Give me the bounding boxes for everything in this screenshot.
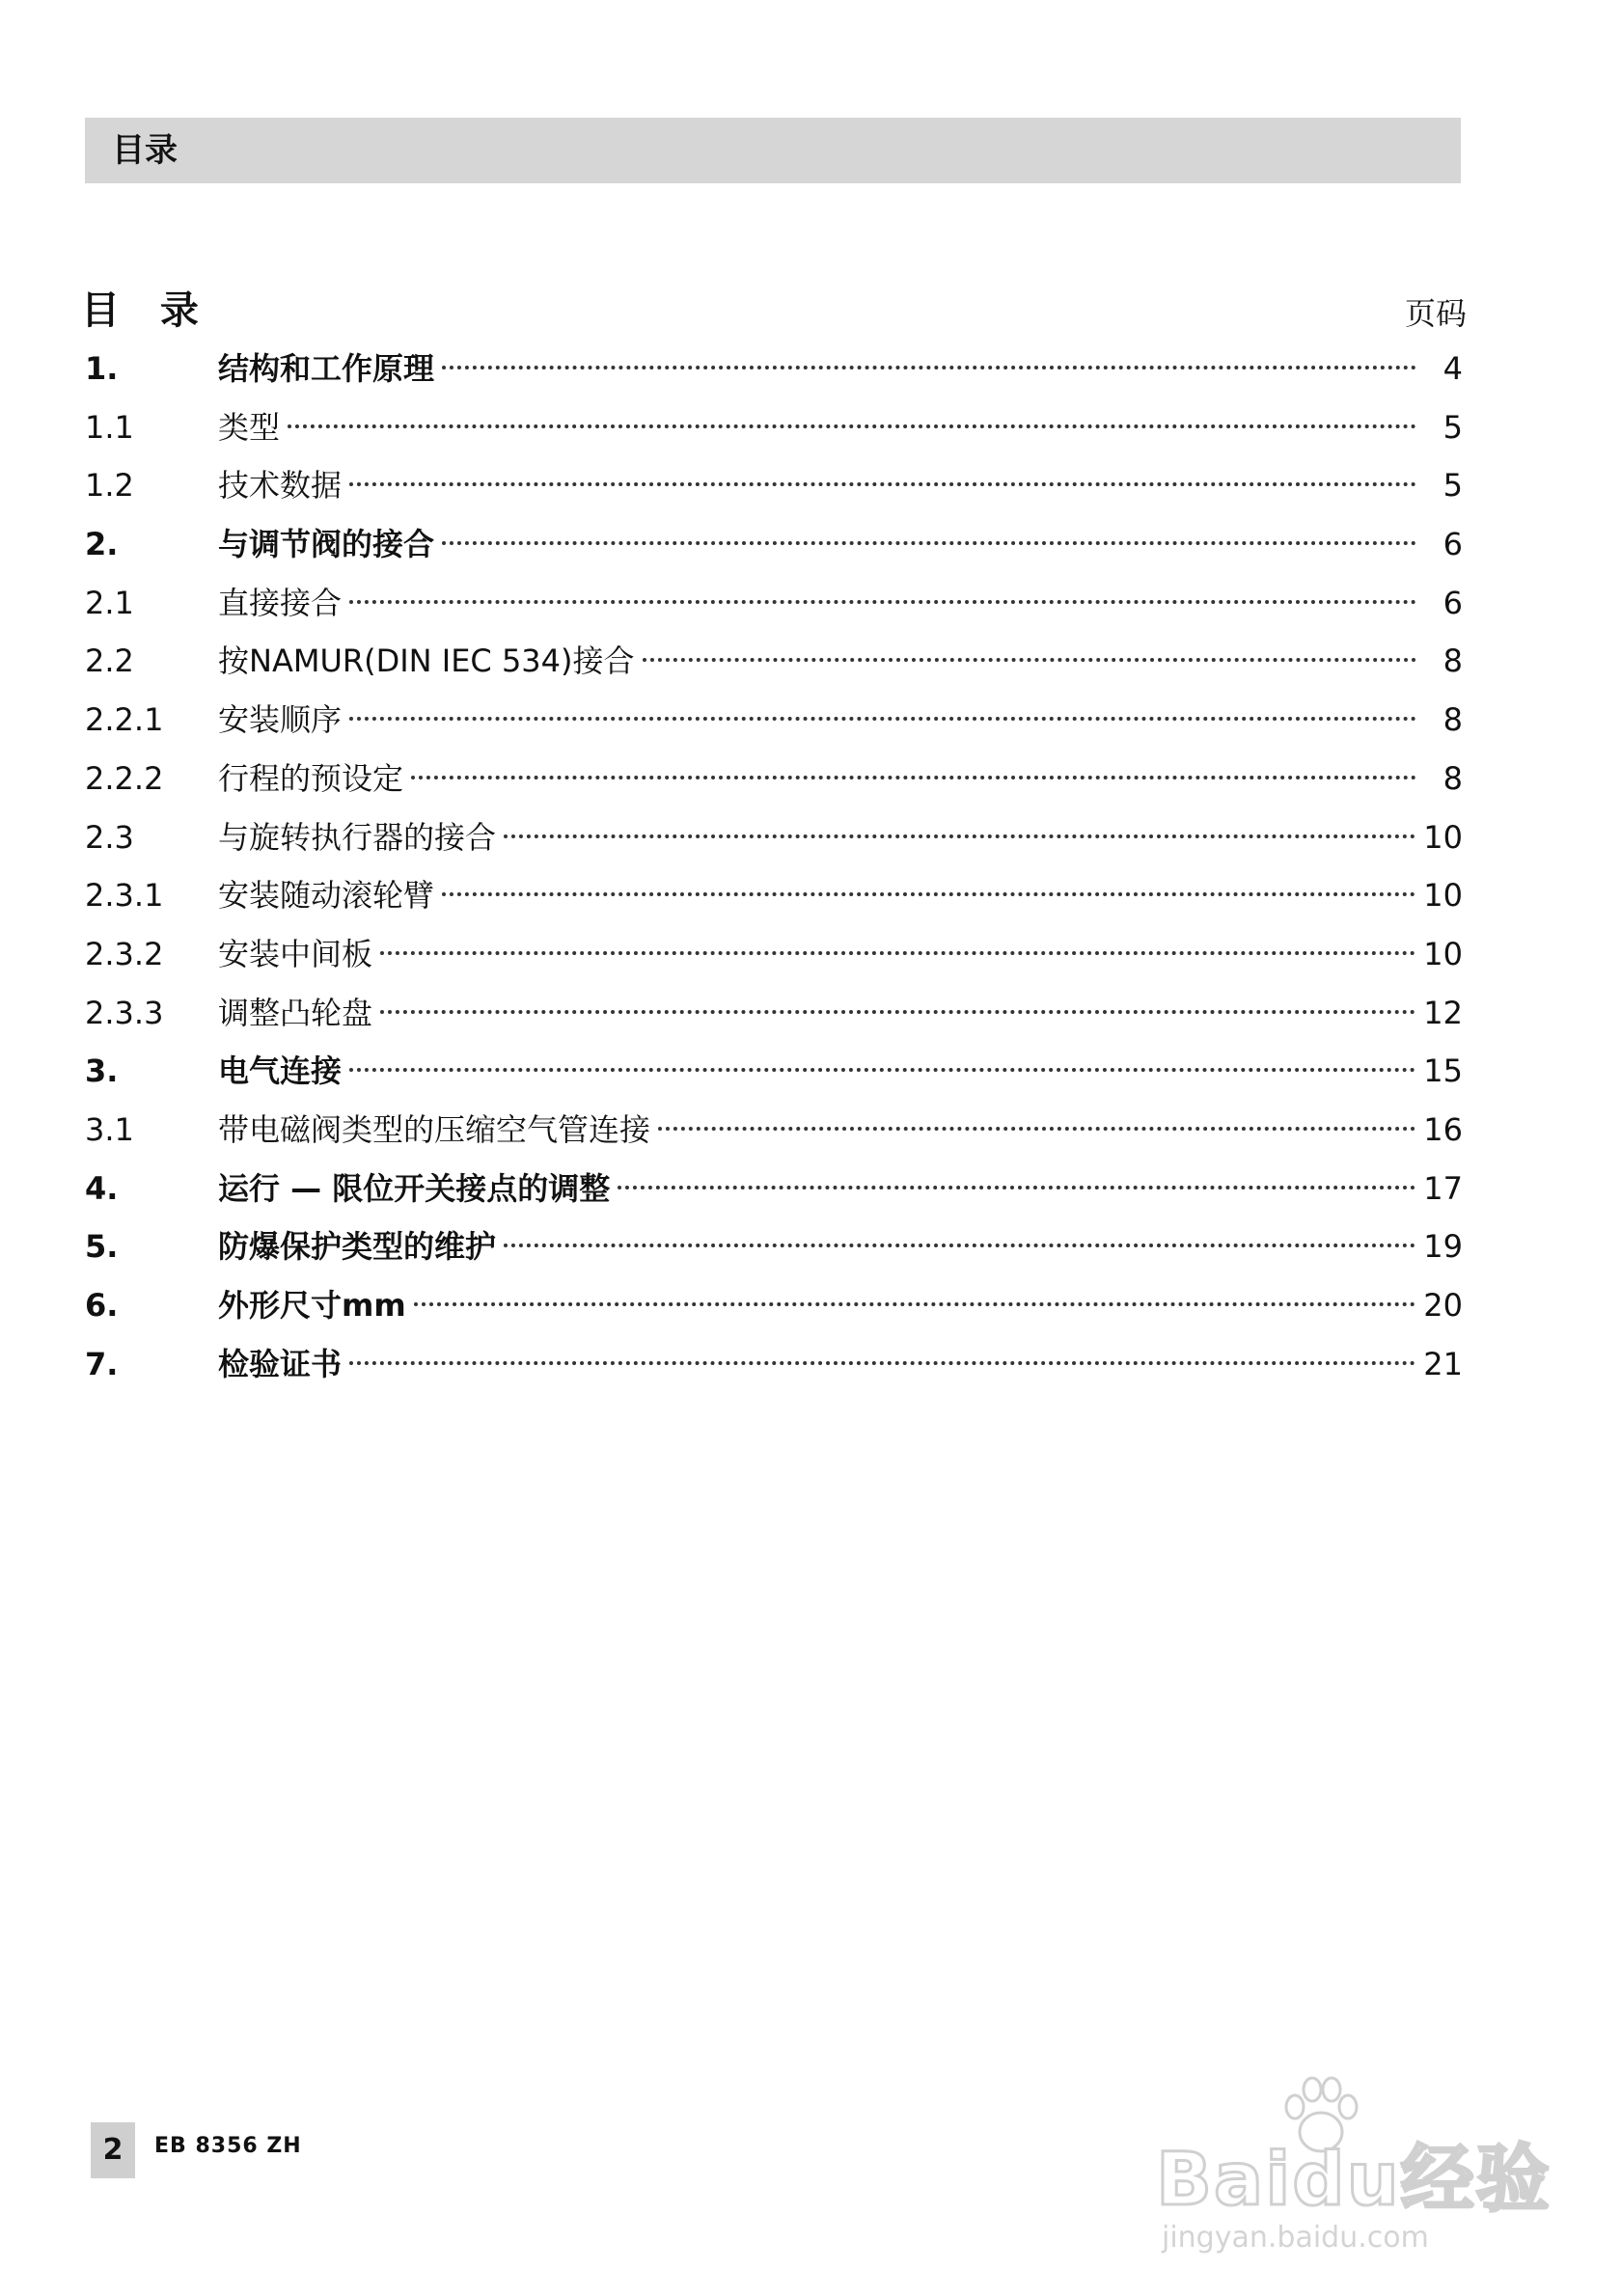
toc-entry-number: 7.	[85, 1345, 119, 1382]
toc-dot-leader	[643, 658, 1416, 662]
toc-entry-title: 技术数据	[218, 467, 343, 505]
toc-entry-page: 21	[1423, 1345, 1463, 1382]
toc-entry-number: 2.3.2	[85, 935, 164, 972]
footer-doc-code: EB 8356 ZH	[154, 2134, 302, 2158]
toc-entry-page: 8	[1442, 759, 1463, 797]
toc-entry-number: 3.	[85, 1052, 119, 1090]
toc-entry-page: 20	[1423, 1287, 1463, 1324]
toc-entry[interactable]	[85, 1160, 1463, 1218]
toc-entry-number: 2.3.1	[85, 877, 164, 915]
toc-entry[interactable]	[85, 515, 1463, 574]
toc-entry-number: 2.3	[85, 818, 134, 856]
page-column-label: 页码	[1404, 295, 1467, 332]
toc-entry-number: 2.1	[85, 584, 134, 621]
toc-entry-title: 安装随动滚轮臂	[218, 877, 435, 915]
toc-dot-leader	[442, 541, 1416, 545]
toc-dot-leader	[349, 482, 1416, 486]
toc-list	[85, 340, 1463, 1393]
toc-entry-title: 直接接合	[218, 584, 343, 621]
toc-entry-title: 运行 — 限位开关接点的调整	[218, 1169, 611, 1207]
toc-dot-leader	[349, 1361, 1415, 1365]
toc-entry[interactable]	[85, 1042, 1463, 1101]
section-header-bar	[85, 118, 1461, 183]
toc-entry[interactable]	[85, 1217, 1463, 1276]
toc-dot-leader	[414, 1302, 1416, 1306]
baidu-watermark	[1156, 2074, 1552, 2267]
toc-dot-leader	[288, 424, 1416, 428]
toc-entry-title: 检验证书	[218, 1345, 343, 1382]
toc-entry-number: 2.2.1	[85, 701, 164, 739]
watermark-brand: Baidu经验	[1156, 2136, 1552, 2222]
toc-entry-page: 15	[1423, 1052, 1463, 1090]
toc-entry-number: 1.	[85, 350, 119, 387]
toc-entry-title: 与调节阀的接合	[218, 526, 435, 563]
toc-entry-title: 安装中间板	[218, 935, 373, 972]
toc-entry-page: 6	[1442, 584, 1463, 621]
toc-dot-leader	[504, 834, 1415, 838]
toc-entry-page: 8	[1442, 642, 1463, 680]
toc-entry-page: 10	[1423, 877, 1463, 915]
toc-dot-leader	[349, 600, 1416, 604]
toc-entry-number: 2.	[85, 526, 119, 563]
toc-entry-title: 结构和工作原理	[218, 350, 435, 387]
toc-entry[interactable]	[85, 691, 1463, 750]
toc-entry-page: 10	[1423, 818, 1463, 856]
toc-entry-title: 电气连接	[218, 1052, 343, 1090]
toc-entry[interactable]	[85, 1335, 1463, 1394]
watermark-url: jingyan.baidu.com	[1162, 2221, 1429, 2255]
section-header-title: 目录	[112, 131, 178, 170]
toc-entry-title: 行程的预设定	[218, 759, 404, 797]
toc-entry-number: 2.2	[85, 642, 134, 680]
toc-entry-number: 6.	[85, 1287, 119, 1324]
toc-entry-page: 12	[1423, 994, 1463, 1031]
toc-entry-page: 6	[1442, 526, 1463, 563]
toc-dot-leader	[349, 1068, 1415, 1072]
toc-entry-page: 16	[1423, 1110, 1463, 1148]
toc-entry[interactable]	[85, 1101, 1463, 1160]
toc-entry-title: 与旋转执行器的接合	[218, 818, 497, 856]
toc-entry[interactable]	[85, 574, 1463, 633]
toc-dot-leader	[618, 1186, 1415, 1189]
toc-dot-leader	[411, 776, 1416, 779]
toc-entry-number: 2.2.2	[85, 759, 164, 797]
toc-entry-number: 1.1	[85, 408, 134, 446]
toc-entry-number: 1.2	[85, 467, 134, 505]
toc-dot-leader	[380, 951, 1415, 955]
toc-entry-page: 17	[1423, 1169, 1463, 1207]
toc-entry-page: 8	[1442, 701, 1463, 739]
toc-entry[interactable]	[85, 925, 1463, 984]
toc-heading: 目 录	[81, 288, 212, 333]
toc-entry-title: 调整凸轮盘	[218, 994, 373, 1031]
toc-entry[interactable]	[85, 340, 1463, 398]
toc-entry-page: 19	[1423, 1228, 1463, 1266]
toc-dot-leader	[658, 1127, 1415, 1131]
toc-entry[interactable]	[85, 866, 1463, 925]
toc-entry-page: 10	[1423, 935, 1463, 972]
toc-dot-leader	[504, 1244, 1415, 1247]
toc-entry-title: 按NAMUR(DIN IEC 534)接合	[218, 642, 635, 680]
toc-entry-page: 4	[1442, 350, 1463, 387]
toc-entry-page: 5	[1442, 467, 1463, 505]
toc-entry-page: 5	[1442, 408, 1463, 446]
toc-entry-number: 4.	[85, 1169, 119, 1207]
toc-entry[interactable]	[85, 1276, 1463, 1335]
toc-entry[interactable]	[85, 456, 1463, 515]
toc-entry[interactable]	[85, 808, 1463, 867]
toc-dot-leader	[380, 1010, 1415, 1014]
toc-entry[interactable]	[85, 984, 1463, 1043]
toc-dot-leader	[349, 717, 1416, 721]
toc-dot-leader	[442, 892, 1415, 896]
toc-entry[interactable]	[85, 632, 1463, 691]
toc-dot-leader	[442, 366, 1416, 369]
toc-entry-title: 外形尺寸mm	[218, 1287, 406, 1324]
toc-entry-title: 类型	[218, 408, 281, 446]
toc-entry-number: 2.3.3	[85, 994, 164, 1031]
toc-entry-number: 5.	[85, 1228, 119, 1266]
toc-entry[interactable]	[85, 398, 1463, 457]
toc-entry-title: 防爆保护类型的维护	[218, 1228, 497, 1266]
footer-page-number: 2	[91, 2122, 135, 2178]
toc-entry-number: 3.1	[85, 1110, 134, 1148]
toc-entry[interactable]	[85, 750, 1463, 808]
toc-entry-title: 安装顺序	[218, 701, 343, 739]
toc-entry-title: 带电磁阀类型的压缩空气管连接	[218, 1110, 651, 1148]
